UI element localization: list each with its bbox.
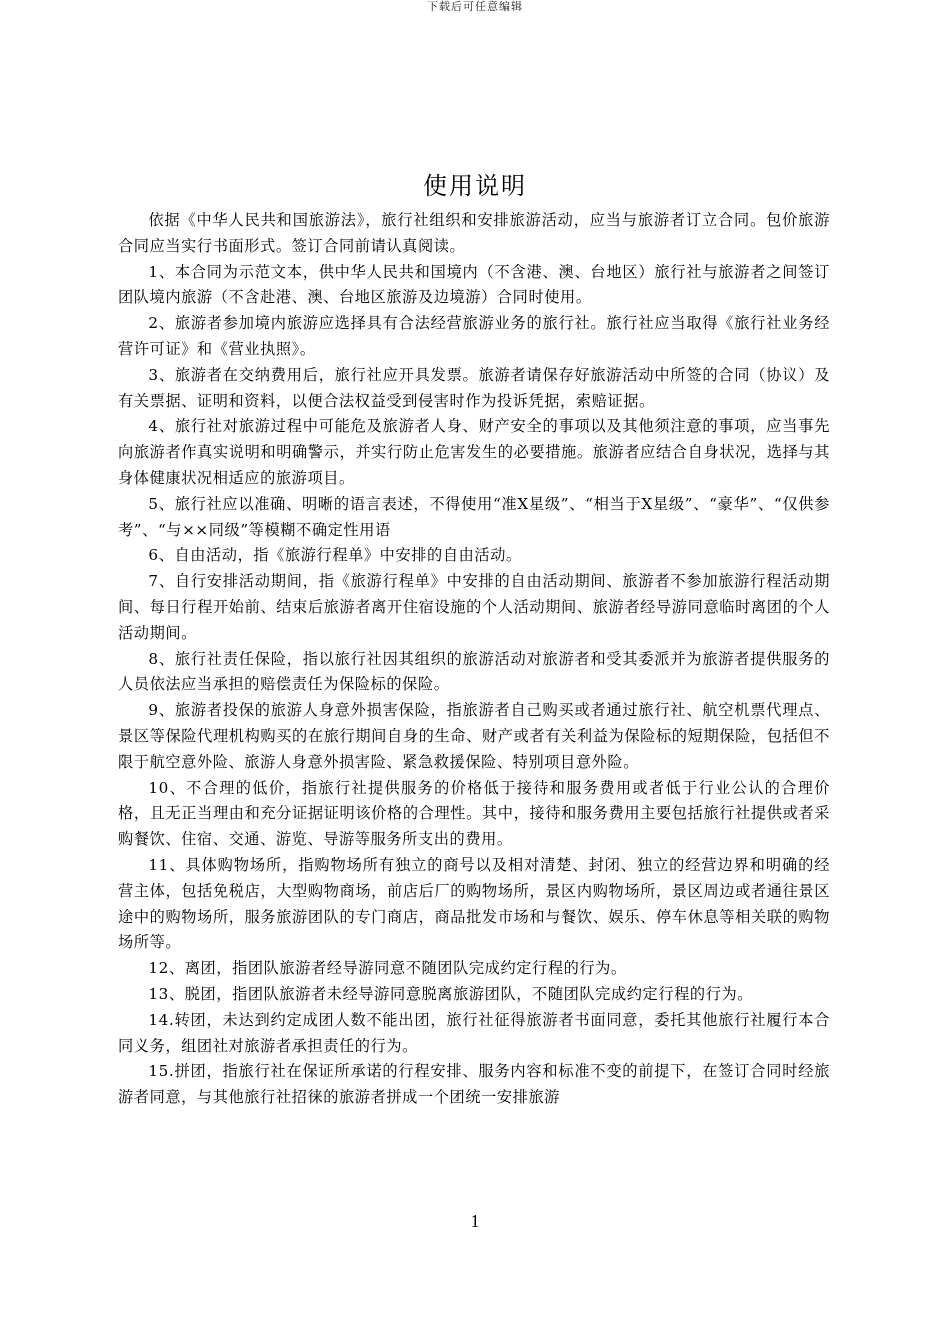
page-title: 使用说明	[423, 172, 527, 200]
body-text	[118, 208, 830, 1111]
item-4-paragraph: 4、旅行社对旅游过程中可能危及旅游者人身、财产安全的事项以及其他须注意的事项，应当事先向旅游者作真实说明和明确警示，并实行防止危害发生的必要措施。旅游者应结合自身状况，选择与其身体健康状况相适应的旅游项目。	[118, 417, 830, 487]
item-9-paragraph: 9、旅游者投保的旅游人身意外损害保险，指旅游者自己购买或者通过旅行社、航空机票代理点、景区等保险代理机构购买的在旅行期间自身的生命、财产或者有关利益为保险标的短期保险，包括但不限于航空意外险、旅游人身意外损害险、紧急救援保险、特别项目意外险。	[118, 701, 830, 771]
item-13-paragraph: 13、脱团，指团队旅游者未经导游同意脱离旅游团队，不随团队完成约定行程的行为。	[148, 984, 754, 1003]
intro-paragraph: 依据《中华人民共和国旅游法》，旅行社组织和安排旅游活动，应当与旅游者订立合同。包价旅游合同应当实行书面形式。签订合同前请认真阅读。	[118, 211, 830, 255]
item-6-paragraph: 6、自由活动，指《旅游行程单》中安排的自由活动。	[148, 546, 522, 565]
item-12-paragraph: 12、离团，指团队旅游者经导游同意不随团队完成约定行程的行为。	[148, 959, 627, 978]
item-1-paragraph: 1、本合同为示范文本，供中华人民共和国境内（不含港、澳、台地区）旅行社与旅游者之间签订团队境内旅游（不含赴港、澳、台地区旅游及边境游）合同时使用。	[118, 262, 830, 307]
item-3-paragraph: 3、旅游者在交纳费用后，旅行社应开具发票。旅游者请保存好旅游活动中所签的合同（协议）及有关票据、证明和资料，以便合法权益受到侵害时作为投诉凭据，索赔证据。	[118, 365, 830, 410]
page-number: 1	[470, 1211, 480, 1231]
item-5-paragraph: 5、旅行社应以准确、明晰的语言表述，不得使用“准X星级”、“相当于X星级”、“豪华”、“仅供参考”、“与××同级”等模糊不确定性用语	[118, 494, 830, 539]
item-8-paragraph: 8、旅行社责任保险，指以旅行社因其组织的旅游活动对旅游者和受其委派并为旅游者提供服务的人员依法应当承担的赔偿责任为保险标的保险。	[118, 649, 830, 694]
item-7-paragraph: 7、自行安排活动期间，指《旅游行程单》中安排的自由活动期间、旅游者不参加旅游行程活动期间、每日行程开始前、结束后旅游者离开住宿设施的个人活动期间、旅游者经导游同意临时离团的个人活动期间。	[118, 572, 830, 642]
item-2-paragraph: 2、旅游者参加境内旅游应选择具有合法经营旅游业务的旅行社。旅行社应当取得《旅行社业务经营许可证》和《营业执照》。	[118, 314, 830, 358]
item-11-paragraph: 11、具体购物场所，指购物场所有独立的商号以及相对清楚、封闭、独立的经营边界和明确的经营主体，包括免税店，大型购物商场，前店后厂的购物场所，景区内购物场所，景区周边或者通往景区途中的购物场所，服务旅游团队的专门商店，商品批发市场和与餐饮、娱乐、停车休息等相关联的购物场所等。	[118, 855, 830, 952]
item-10-paragraph: 10、不合理的低价，指旅行社提供服务的价格低于接待和服务费用或者低于行业公认的合理价格，且无正当理由和充分证据证明该价格的合理性。其中，接待和服务费用主要包括旅行社提供或者采购餐饮、住宿、交通、游览、导游等服务所支出的费用。	[118, 778, 830, 849]
item-15-paragraph: 15.拼团，指旅行社在保证所承诺的行程安排、服务内容和标准不变的前提下，在签订合同时经旅游者同意，与其他旅行社招徕的旅游者拼成一个团统一安排旅游	[118, 1062, 830, 1107]
header-note: 下载后可任意编辑	[427, 0, 523, 13]
item-14-paragraph: 14.转团，未达到约定成团人数不能出团，旅行社征得旅游者书面同意，委托其他旅行社履行本合同义务，组团社对旅游者承担责任的行为。	[118, 1010, 830, 1055]
